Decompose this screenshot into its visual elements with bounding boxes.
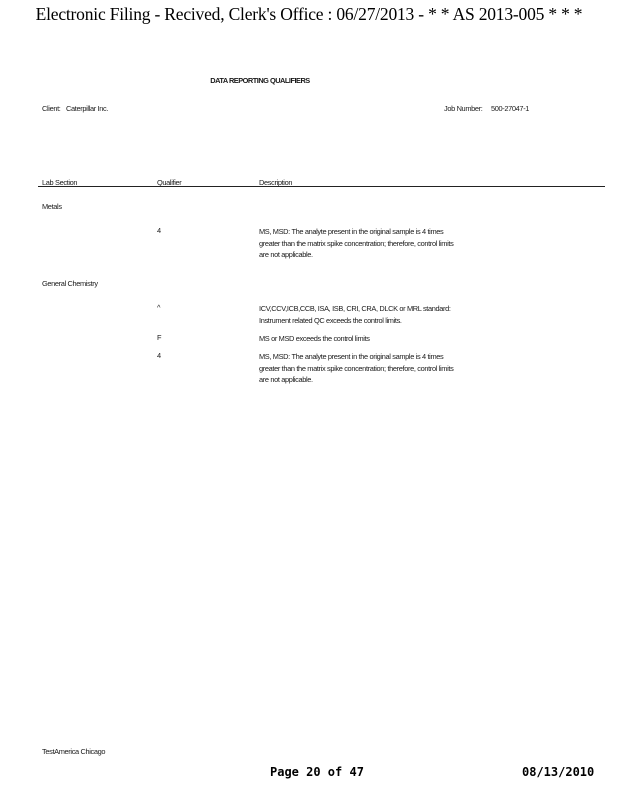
row-qualifier: 4 [157,351,161,360]
row-description: MS or MSD exceeds the control limits [259,334,370,343]
header-description: Description [259,178,293,187]
report-title: DATA REPORTING QUALIFIERS [210,76,310,85]
header-qualifier: Qualifier [157,178,182,187]
header-rule [38,186,605,187]
footer-date: 08/13/2010 [522,765,595,779]
row-description: MS, MSD: The analyte present in the original sample is 4 times greater than the matrix spike concentration; therefore, control limits are not applicable. [259,352,454,384]
row-description: MS, MSD: The analyte present in the original sample is 4 times greater than the matrix spike concentration; therefore, control limits are not applicable. [259,227,454,259]
row-qualifier: F [157,333,162,342]
client-value: Caterpillar Inc. [66,104,109,113]
client-label: Client: [42,104,61,113]
row-qualifier: ^ [157,303,161,312]
section-name-general-chemistry: General Chemistry [42,279,98,288]
row-qualifier: 4 [157,226,161,235]
job-number-value: 500-27047-1 [491,104,530,113]
section-name-metals: Metals [42,202,62,211]
footer-page-number: Page 20 of 47 [270,765,364,779]
header-lab-section: Lab Section [42,178,78,187]
filing-stamp-header: Electronic Filing - Recived, Clerk's Office : 06/27/2013 - * * AS 2013-005 * * * [35,4,583,24]
row-description: ICV,CCV,ICB,CCB, ISA, ISB, CRI, CRA, DLCK or MRL standard: Instrument related QC exceeds the control limits. [259,304,451,325]
footer-lab-name: TestAmerica Chicago [42,747,106,756]
job-number-label: Job Number: [444,104,483,113]
